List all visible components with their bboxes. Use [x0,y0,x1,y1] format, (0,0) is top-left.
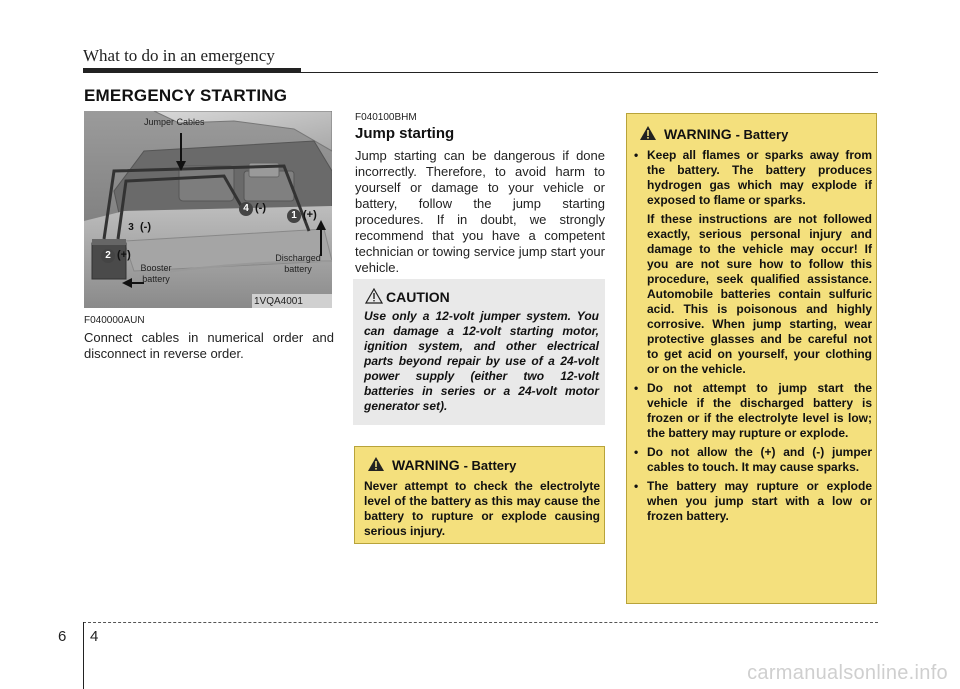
warning-subtitle: - Battery [735,127,789,142]
page-number: 4 [90,628,99,645]
label-discharged-battery: Discharged battery [275,253,321,274]
warning-title [392,457,516,473]
warning-box-battery [626,113,877,604]
warning-title [664,126,788,142]
jump-start-illustration [84,111,332,308]
warning-item-text: Keep all flames or sparks away from the battery. The battery produces hydrogen gas which may explode if exposed to flame or sparks. [647,148,872,207]
watermark-text: carmanualsonline.info [747,662,948,684]
step-marker-4: 4 [239,202,253,216]
caution-title: CAUTION [386,289,450,305]
warning-list [634,148,872,524]
bullet-icon: • [634,148,639,162]
warning-item-extra-text: If these instructions are not followed exactly, serious personal injury and damage to the vehicle may occur! If you are not sure how to follow this procedure, seek qualified assistance. Automobile batteries contain sulfuric acid. This is poisonous and highly corrosive. When jump starting, wear protective glasses and be careful not to get acid on yourself, your clothing or on the vehicle. [647,212,872,376]
bullet-icon: • [634,445,639,459]
step-sign-1: (+) [303,209,317,221]
warning-item-text: The battery may rupture or explode when you jump start with a low or frozen battery. [647,479,872,523]
footer-divider [83,622,84,689]
warning-title-text: WARNING [392,457,460,473]
page-chapter-number: 6 [58,628,67,645]
warning-box-electrolyte [354,446,605,544]
step-sign-3: (-) [140,221,151,233]
left-instruction-text: Connect cables in numerical order and disconnect in reverse order. [84,330,334,361]
step-marker-3: 3 [128,222,134,233]
left-reference-code: F040000AUN [84,315,145,326]
header-rule [83,72,878,73]
bullet-icon: • [634,381,639,395]
label-booster-battery: Booster battery [140,263,172,284]
warning-item-text: Do not attempt to jump start the vehicle if the discharged battery is frozen or if the electrolyte level is low; the battery may rupture or explode. [647,381,872,440]
section-title: EMERGENCY STARTING [84,86,288,105]
bullet-icon: • [634,479,639,493]
caution-triangle-icon [365,288,383,304]
caution-body: Use only a 12-volt jumper system. You can damage a 12-volt starting motor, ignition system, and other electrical parts beyond repair by use of a 24-volt power supply (either two 12-volt batteries in series or a 24-volt motor generator set). [364,309,599,413]
step-sign-4: (-) [255,202,266,214]
warning-triangle-icon [367,456,385,472]
jump-starting-body: Jump starting can be dangerous if done incorrectly. Therefore, to avoid harm to yourself or damage to your vehicle or battery, follow the jump starting procedures. If in doubt, we strongly recommend that you have a competent technician or towing service jump start your vehicle. [355,148,605,275]
warning-body: Never attempt to check the electrolyte level of the battery as this may cause the battery to rupture or explode causing serious injury. [364,479,600,538]
jump-starting-heading: Jump starting [355,125,455,142]
step-sign-2: (+) [117,249,131,261]
warning-list-item [634,445,872,475]
warning-subtitle: - Battery [463,458,517,473]
step-marker-1: 1 [287,209,301,223]
warning-list-item [634,148,872,377]
warning-title-text: WARNING [664,126,732,142]
jump-starting-reference-code: F040100BHM [355,112,417,123]
warning-list-item [634,479,872,524]
step-marker-2: 2 [101,249,115,263]
footer-rule [83,622,878,623]
label-jumper-cables: Jumper Cables [144,117,205,127]
warning-list-item [634,381,872,441]
warning-item-text: Do not allow the (+) and (-) jumper cables to touch. It may cause sparks. [647,445,872,474]
warning-triangle-icon [639,125,657,141]
chapter-header-title: What to do in an emergency [83,46,275,65]
caution-box [353,279,605,425]
figure-id: 1VQA4001 [254,296,303,307]
